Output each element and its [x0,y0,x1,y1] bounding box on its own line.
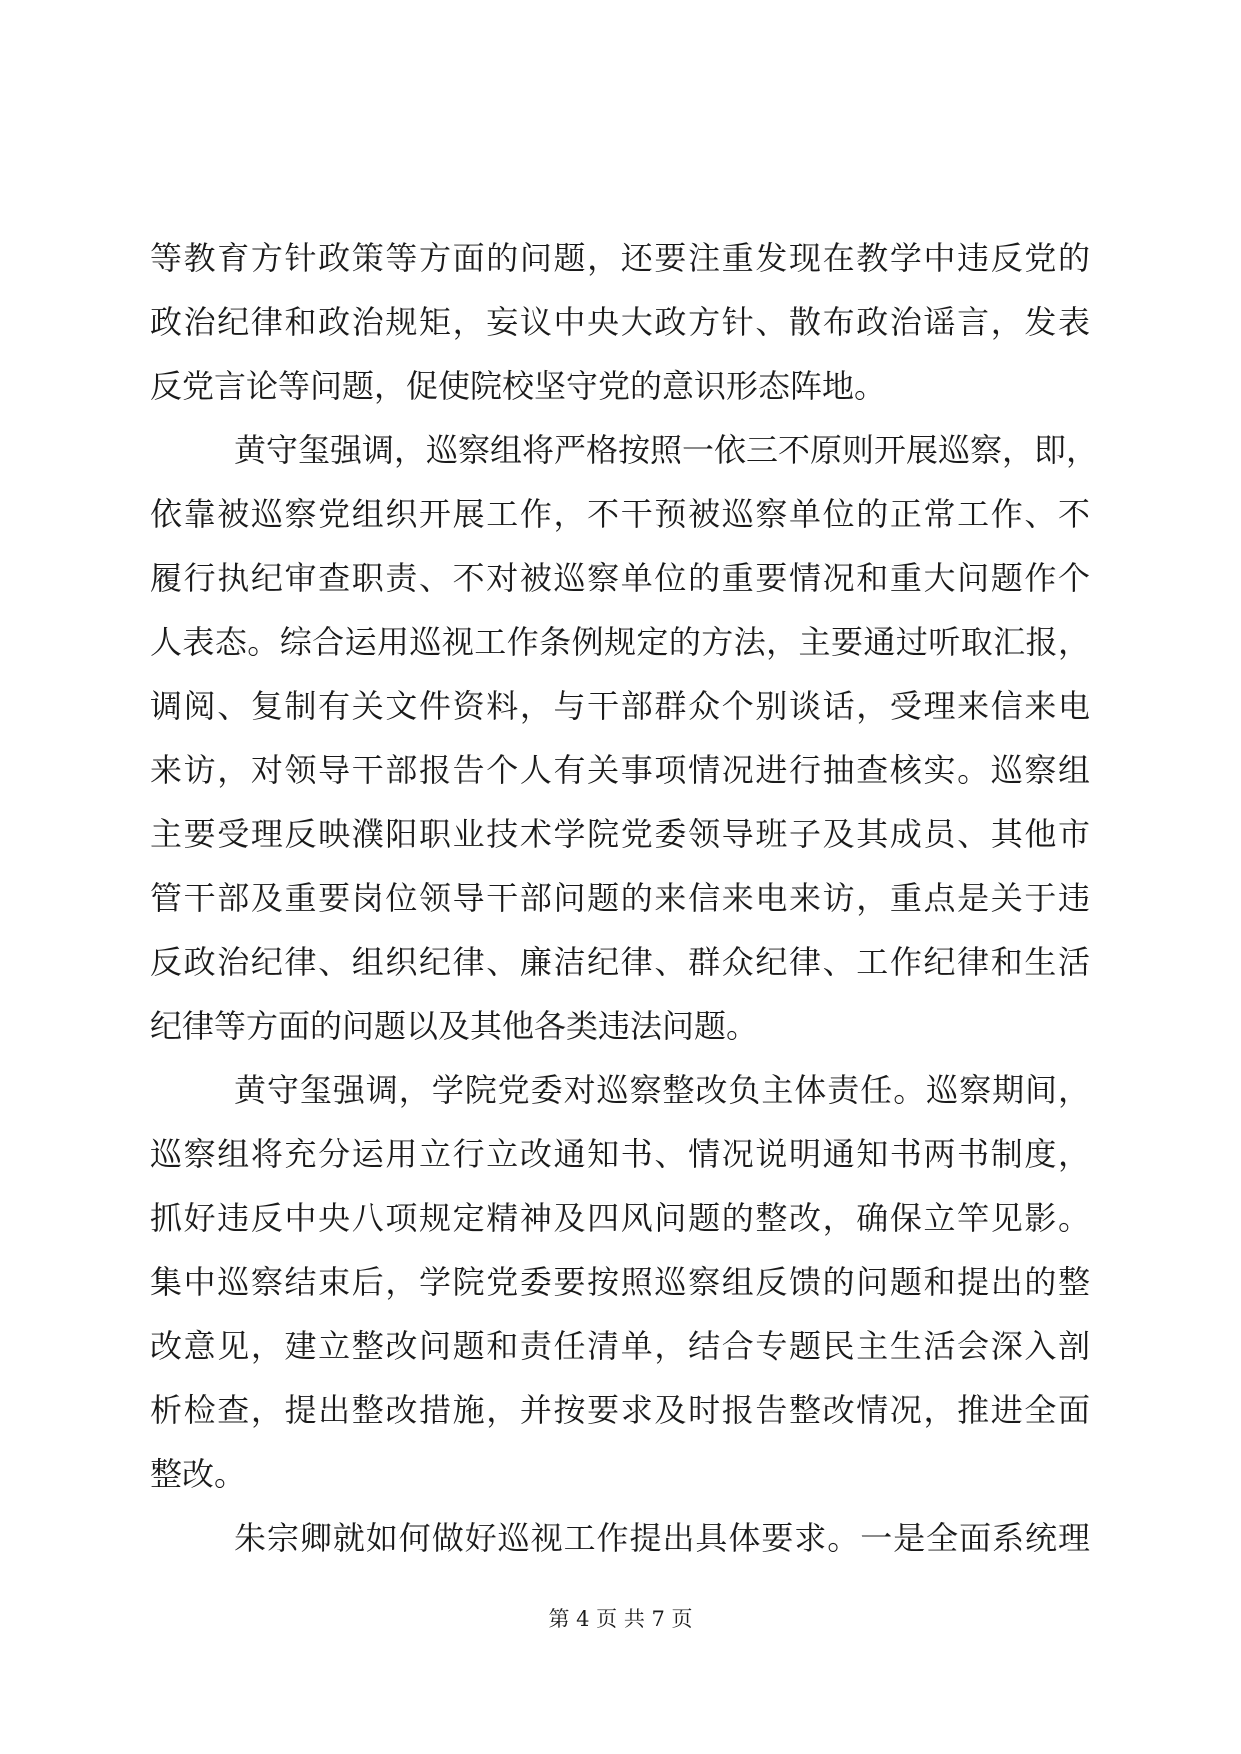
page-number-footer: 第 4 页 共 7 页 [548,1607,693,1631]
text-line: 依靠被巡察党组织开展工作，不干预被巡察单位的正常工作、不 [150,495,1090,533]
paragraph [150,1506,1090,1570]
text-line: 巡察组将充分运用立行立改通知书、情况说明通知书两书制度， [150,1135,1090,1173]
text-line: 履行执纪审查职责、不对被巡察单位的重要情况和重大问题作个 [150,559,1090,597]
text-line: 朱宗卿就如何做好巡视工作提出具体要求。一是全面系统理 [234,1519,1090,1557]
text-line: 集中巡察结束后，学院党委要按照巡察组反馈的问题和提出的整 [150,1263,1090,1301]
text-line: 抓好违反中央八项规定精神及四风问题的整改，确保立竿见影。 [150,1199,1090,1237]
text-line: 黄守玺强调，学院党委对巡察整改负主体责任。巡察期间， [234,1071,1090,1109]
text-line: 析检查，提出整改措施，并按要求及时报告整改情况，推进全面 [150,1391,1090,1429]
text-line: 整改。 [150,1455,247,1493]
text-line: 纪律等方面的问题以及其他各类违法问题。 [150,1007,759,1045]
text-line: 反党言论等问题，促使院校坚守党的意识形态阵地。 [150,367,887,405]
text-line: 等教育方针政策等方面的问题，还要注重发现在教学中违反党的 [150,239,1090,277]
text-line: 主要受理反映濮阳职业技术学院党委领导班子及其成员、其他市 [150,815,1090,853]
text-line: 人表态。综合运用巡视工作条例规定的方法，主要通过听取汇报， [150,623,1090,661]
document-body [150,226,1099,1570]
paragraph [150,226,1090,418]
text-line: 黄守玺强调，巡察组将严格按照一依三不原则开展巡察，即， [234,431,1099,469]
text-line: 管干部及重要岗位领导干部问题的来信来电来访，重点是关于违 [150,879,1090,917]
paragraph [150,418,1099,1058]
text-line: 调阅、复制有关文件资料，与干部群众个别谈话，受理来信来电 [150,687,1090,725]
text-line: 反政治纪律、组织纪律、廉洁纪律、群众纪律、工作纪律和生活 [150,943,1090,981]
text-line: 改意见，建立整改问题和责任清单，结合专题民主生活会深入剖 [150,1327,1090,1365]
paragraph [150,1058,1090,1506]
text-line: 来访，对领导干部报告个人有关事项情况进行抽查核实。巡察组 [150,751,1090,789]
text-line: 政治纪律和政治规矩，妄议中央大政方针、散布政治谣言，发表 [150,303,1090,341]
